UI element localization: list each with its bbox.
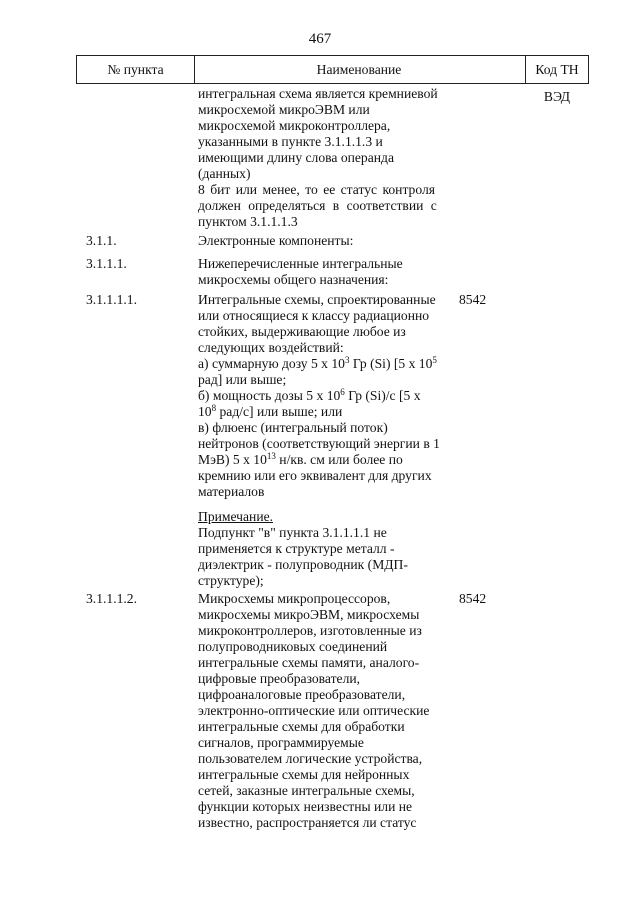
item-line: полупроводниковых соединений [198, 639, 388, 654]
header-col-code: Код ТН ВЭД [525, 56, 589, 83]
item-line: известно, распространяется ли статус [198, 815, 417, 830]
item-line: интегральные схемы для нейронных [198, 767, 410, 782]
item-text [198, 256, 448, 288]
header-col-name: Наименование [316, 62, 402, 77]
continuation-line: микросхемой микроЭВМ или [198, 102, 370, 117]
continuation-line: должен определяться в соответствии с [198, 198, 437, 213]
item-line: интегральные схемы для обработки [198, 719, 405, 734]
item-code: 8542 [459, 292, 487, 307]
item-line: Микросхемы микропроцессоров, [198, 591, 391, 606]
item-line: следующих воздействий: [198, 340, 344, 355]
continuation-line: указанными в пункте 3.1.1.1.3 и [198, 134, 383, 149]
item-line: микроконтроллеров, изготовленные из [198, 623, 422, 638]
item-line: в) флюенс (интегральный поток) [198, 420, 388, 435]
continuation-line: 8 бит или менее, то ее статус контроля [198, 182, 436, 197]
continuation-line: (данных) [198, 166, 251, 181]
note-line: структуре); [198, 573, 264, 588]
note-title: Примечание. [198, 509, 274, 524]
item-number: 3.1.1. [86, 233, 117, 248]
item-line: сигналов, программируемые [198, 735, 364, 750]
item-line: кремнию или его эквивалент для других [198, 468, 432, 483]
item-text [198, 591, 448, 831]
note-line: Подпункт "в" пункта 3.1.1.1.1 не [198, 525, 387, 540]
item-line: пользователем логические устройства, [198, 751, 423, 766]
item-line: электронно-оптические или оптические [198, 703, 430, 718]
item-line: цифроаналоговые преобразователи, [198, 687, 406, 702]
item-line-a: а) суммарную дозу 5 х $10^3$ Гр (Si) [5 х $10^5$ [198, 355, 437, 371]
item-line: или относящиеся к классу радиационно [198, 308, 430, 323]
item-line: нейтронов (соответствующий энергии в 1 [198, 436, 440, 451]
item-line-b: б) мощность дозы 5 х $10^6$ Гр (Si)/с [5 х [198, 387, 421, 403]
item-number: 3.1.1.1.2. [86, 591, 137, 606]
page-number: 467 [308, 31, 332, 47]
continuation-line: имеющими длину слова операнда [198, 150, 394, 165]
item-line: Нижеперечисленные интегральные [198, 256, 403, 271]
header-col-number: № пункта [76, 56, 195, 83]
continuation-line: микросхемой микроконтроллера, [198, 118, 391, 133]
item-line: материалов [198, 484, 265, 499]
item-number: 3.1.1.1.1. [86, 292, 137, 307]
item-line: Электронные компоненты: [198, 233, 354, 248]
item-line-b2: $10^8$ рад/с] или выше; или [198, 403, 343, 419]
item-number: 3.1.1.1. [86, 256, 127, 271]
item-line: интегральные схемы памяти, аналого- [198, 655, 420, 670]
continuation-line: интегральная схема является кремниевой [198, 86, 438, 101]
item-line: цифровые преобразователи, [198, 671, 361, 686]
item-line: микросхемы микроЭВМ, микросхемы [198, 607, 420, 622]
continuation-line: пунктом 3.1.1.1.3 [198, 214, 298, 229]
item-line: Интегральные схемы, спроектированные [198, 292, 436, 307]
item-text [198, 233, 448, 249]
note-line: диэлектрик - полупроводник (МДП- [198, 557, 408, 572]
item-line: сетей, заказные интегральные схемы, [198, 783, 415, 798]
item-line-c3: МэВ) 5 х $10^{13}$ н/кв. см или более по [198, 451, 403, 467]
note-text [198, 509, 448, 589]
item-line: функции которых неизвестны или не [198, 799, 413, 814]
note-line: применяется к структуре металл - [198, 541, 395, 556]
item-line: микросхемы общего назначения: [198, 272, 389, 287]
item-text [198, 292, 448, 500]
item-line: рад] или выше; [198, 372, 287, 387]
item-code: 8542 [459, 591, 487, 606]
item-line: стойких, выдерживающие любое из [198, 324, 406, 339]
